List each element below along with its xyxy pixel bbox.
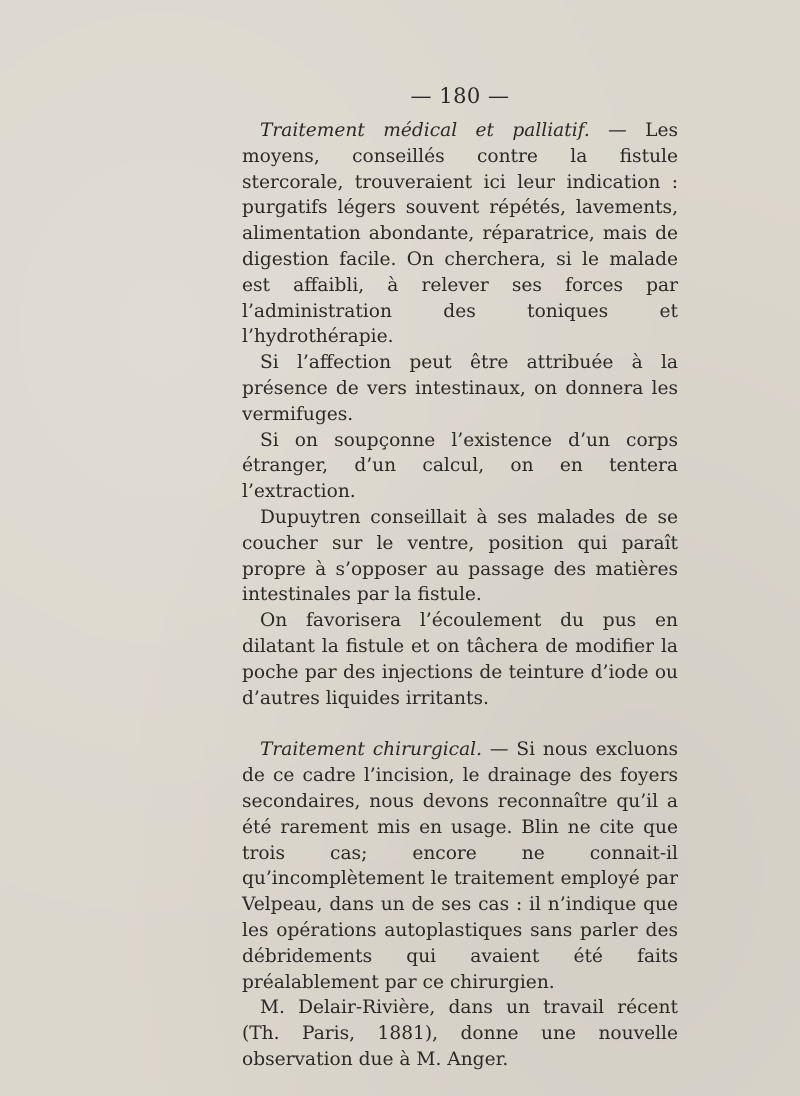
paragraph-delair-riviere: M. Delair-Rivière, dans un travail récent (Th. Paris, 1881), donne une nouvelle observation due à M. Anger.: [242, 997, 678, 1070]
paragraph-foreign-body: Si on soupçonne l’existence d’un corps étranger, d’un calcul, on en tentera l’extraction.: [242, 429, 678, 503]
paragraph-vermifuges: Si l’affection peut être attribuée à la présence de vers intestinaux, on donnera les vermifuges.: [242, 352, 678, 425]
body-text: [242, 118, 678, 1073]
section-heading-surgical: Traitement chirurgical.: [260, 739, 483, 761]
paragraph-text: — Les moyens, conseillés contre la fistule stercorale, trouveraient ici leur indication : purgatifs légers souvent répétés, lavements, alimentation abondante, réparatrice, mais de digestion facile. On cherchera, si le malade est affaibli, à relever ses forces par l’administration des toniques et l’hydrothérapie.: [242, 120, 679, 348]
paragraph-text: — Si nous excluons de ce cadre l’incision, le drainage des foyers secondaires, nous devons reconnaître qu’il a été rarement mis en usage. Blin ne cite que trois cas; encore ne connait-il qu’incomplètement le traitement employé par Velpeau, dans un de ses cas : il n’indique que les opérations autoplastiques sans parler des débridements qui avaient été faits préalablement par ce chirurgien.: [242, 739, 678, 993]
paragraph-medical-treatment: [242, 118, 678, 350]
paragraph-injections: On favorisera l’écoulement du pus en dilatant la fistule et on tâchera de modifier la poche par des injections de teinture d’iode ou d’autres liquides irritants.: [242, 610, 678, 709]
paragraph-surgical-treatment: [242, 737, 678, 995]
paragraph-dupuytren: Dupuytren conseillait à ses malades de se coucher sur le ventre, position qui paraît propre à s’opposer au passage des matières intestinales par la fistule.: [242, 506, 678, 606]
section-heading-medical: Traitement médical et palliatif.: [260, 120, 590, 141]
page-number: — 180 —: [410, 84, 510, 108]
